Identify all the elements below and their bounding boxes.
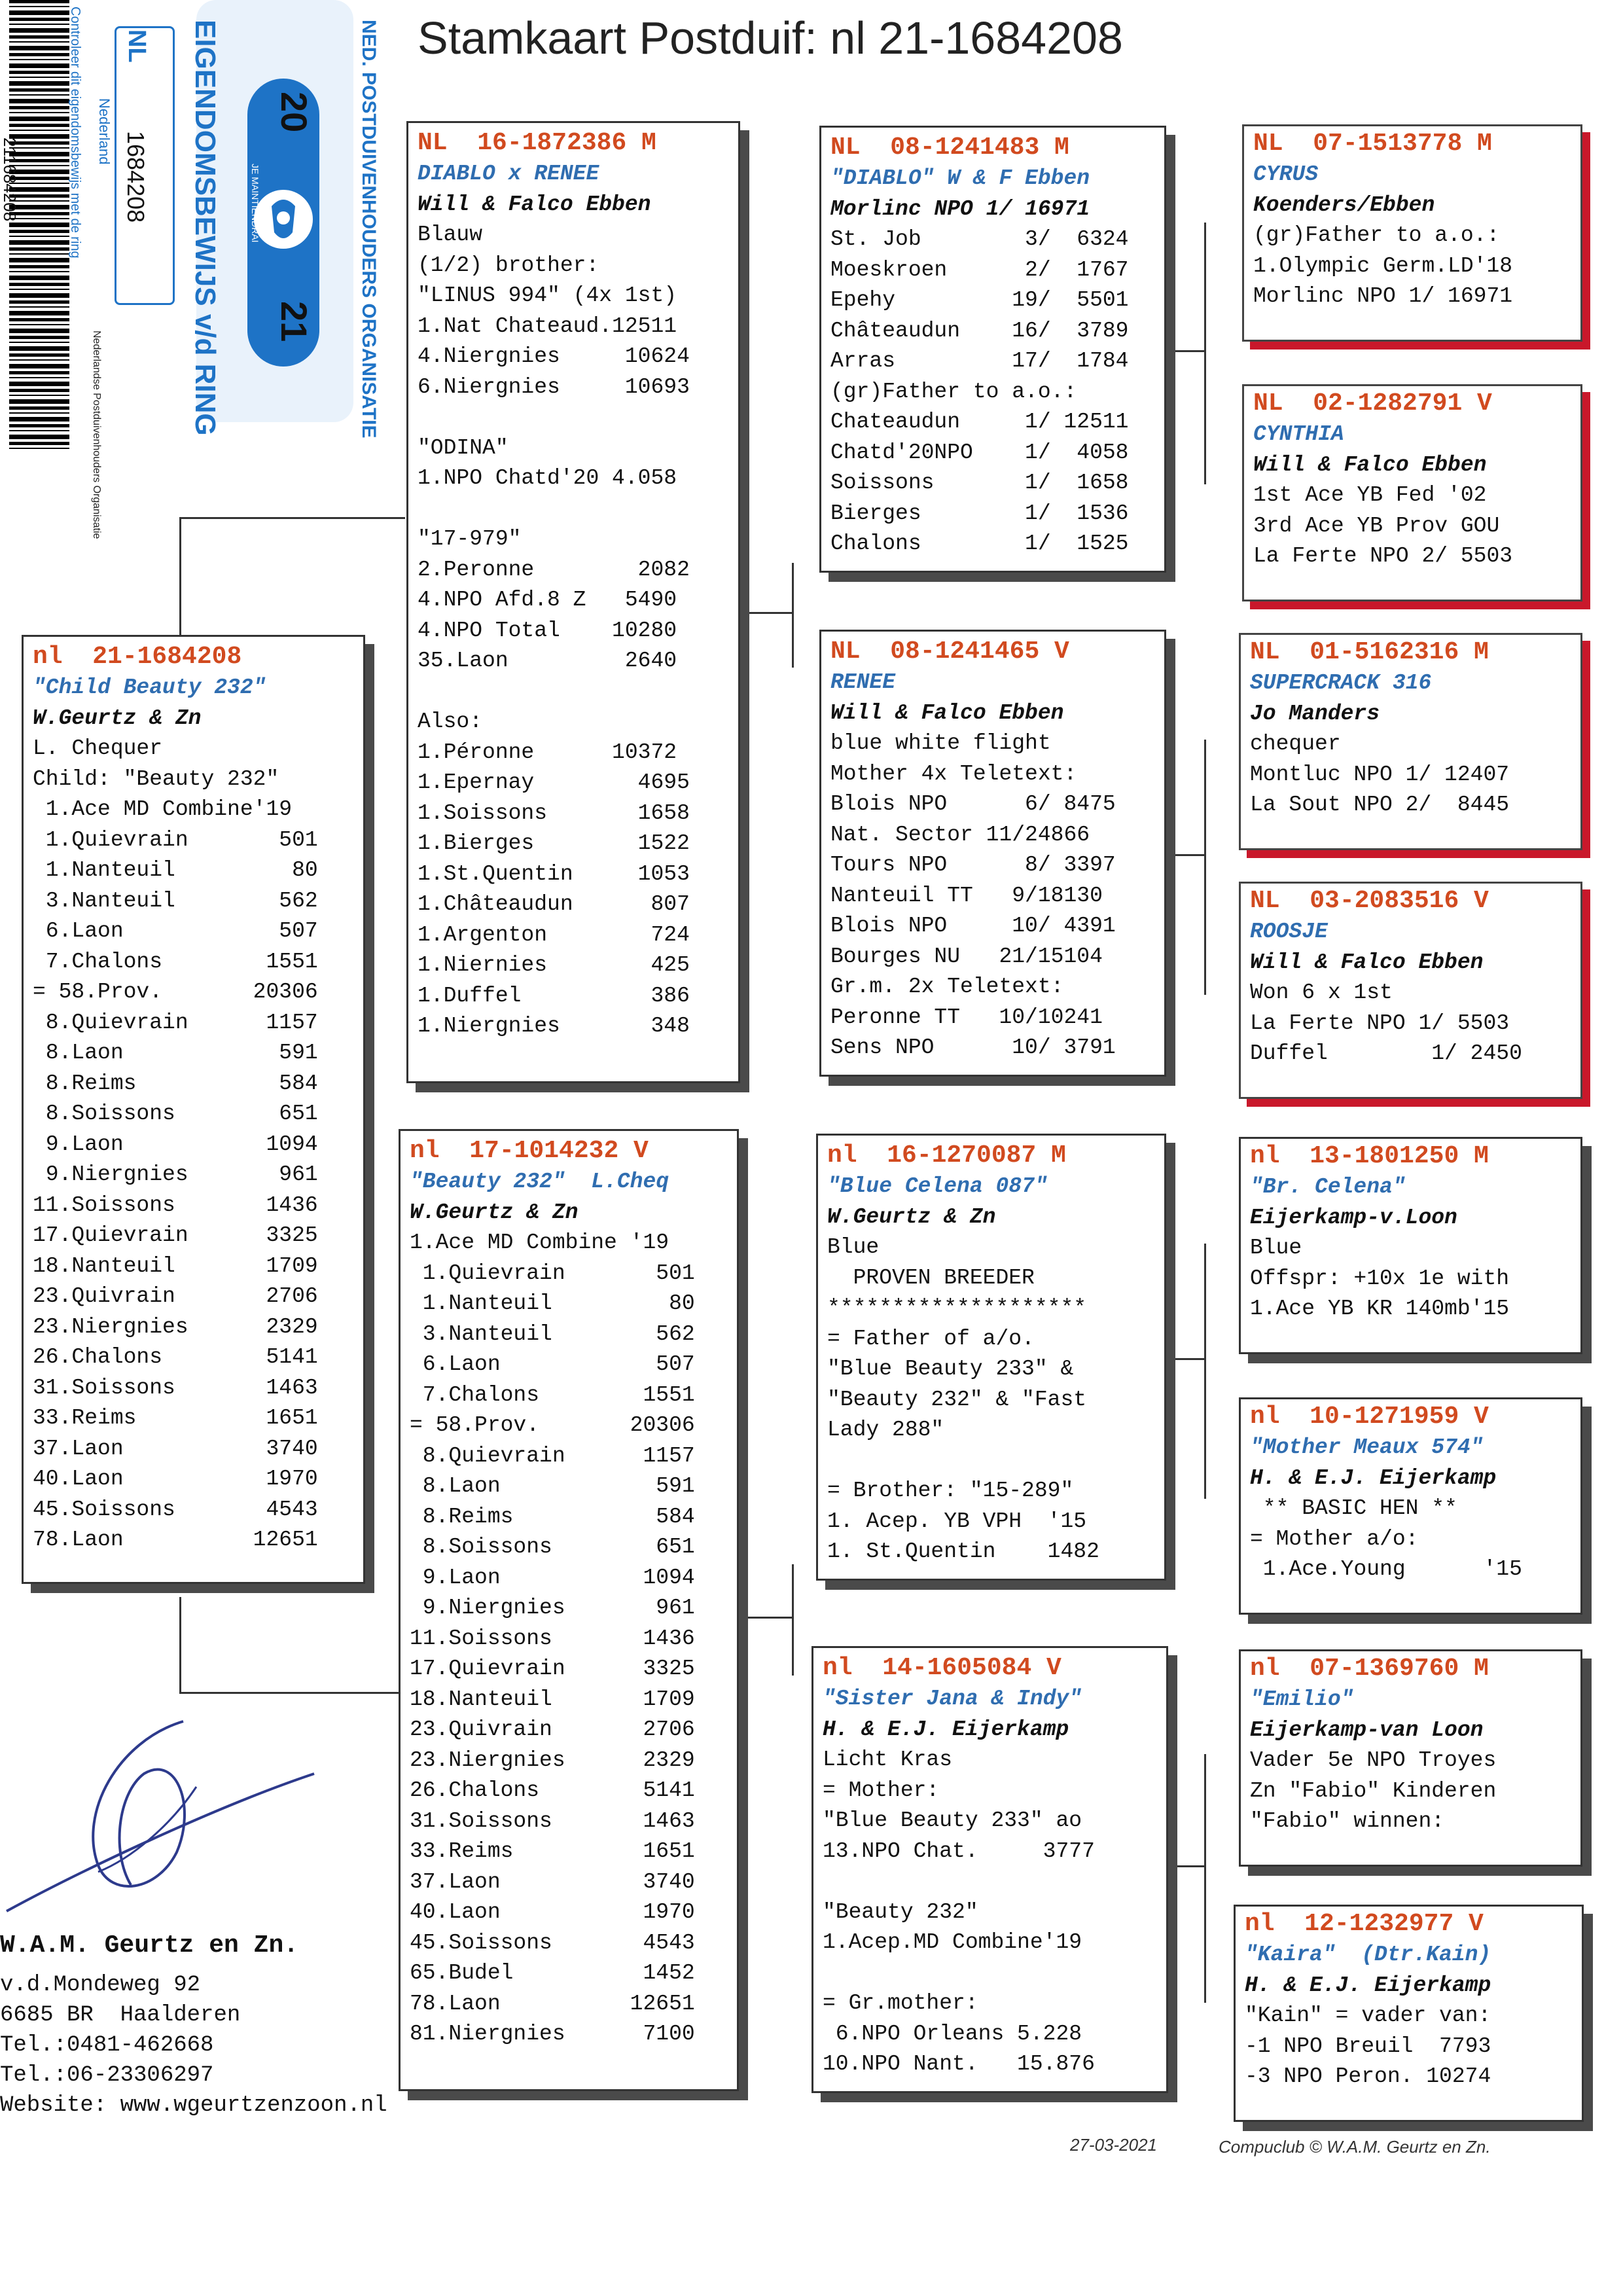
detail-line: chequer [1250, 732, 1341, 756]
pigeon-card-dss [1239, 1137, 1582, 1354]
pigeon-details [830, 224, 1155, 560]
pigeon-owner: Will & Falco Ebben [1250, 950, 1484, 975]
pigeon-card-ssd [1242, 384, 1582, 601]
breeder-phone: Tel.:0481-462668 [0, 2033, 214, 2058]
pigeon-name: "Blue Celena 087" [827, 1174, 1048, 1198]
detail-line: 33.Reims 1651 [33, 1406, 318, 1430]
connector [1204, 1754, 1206, 2003]
detail-line: Offspr: +10x 1e with [1250, 1266, 1510, 1291]
detail-line [418, 494, 729, 525]
detail-line: 1.Niergnies 348 [418, 1014, 690, 1038]
ring-number: nl 12-1232977 V [1245, 1910, 1484, 1938]
ring-number: 1684208 [122, 131, 149, 223]
connector [1171, 854, 1204, 856]
pigeon-owner: Will & Falco Ebben [830, 701, 1064, 725]
detail-line: = Father of a/o. [827, 1326, 1035, 1351]
pigeon-name: "DIABLO" W & F Ebben [830, 166, 1090, 190]
pigeon-card-dam [399, 1129, 739, 2091]
detail-line: -1 NPO Breuil 7793 [1245, 2034, 1491, 2058]
pigeon-card-dsd [1239, 1397, 1582, 1615]
detail-line: Blue [827, 1235, 880, 1259]
pigeon-details [827, 1232, 1155, 1568]
pigeon-details [1253, 221, 1571, 312]
detail-line: 7.Chalons 1551 [33, 949, 318, 974]
detail-line: 1.Niernies 425 [418, 953, 690, 977]
detail-line: 6.Niergnies 10693 [418, 374, 690, 399]
detail-line [418, 403, 729, 433]
detail-line: Tours NPO 8/ 3397 [830, 853, 1116, 877]
pigeon-details [1250, 729, 1571, 821]
detail-line [823, 1867, 1157, 1897]
detail-line: 1.Péronne 10372 [418, 740, 677, 764]
detail-line: 81.Niergnies 7100 [410, 2022, 695, 2046]
detail-line: 1.Soissons 1658 [418, 800, 690, 825]
ring-card-heading: EIGENDOMSBEWIJS v/d RING [189, 20, 221, 436]
detail-line: 1.Nat Chateaud.12511 [418, 314, 677, 338]
pigeon-name: CYNTHIA [1253, 422, 1344, 446]
detail-line: 7.Chalons 1551 [410, 1382, 695, 1407]
detail-line: "Kain" = vader van: [1245, 2003, 1491, 2028]
detail-line: Vader 5e NPO Troyes [1250, 1748, 1497, 1772]
connector [179, 517, 405, 519]
ring-number: nl 14-1605084 V [823, 1654, 1061, 1682]
detail-line: 31.Soissons 1463 [410, 1808, 695, 1833]
ring-seal-text: JE MAINTIENDRAI [250, 164, 260, 243]
detail-line: Licht Kras [823, 1748, 953, 1772]
pigeon-name: "Sister Jana & Indy" [823, 1687, 1082, 1711]
pigeon-card-sire-sire [819, 126, 1166, 573]
detail-line: 8.Reims 584 [410, 1504, 695, 1529]
connector [1204, 740, 1206, 995]
pigeon-owner: Jo Manders [1250, 702, 1380, 726]
pigeon-name: ROOSJE [1250, 920, 1328, 944]
breeder-website: Website: www.wgeurtzenzoon.nl [0, 2093, 387, 2118]
detail-line: Zn "Fabio" Kinderen [1250, 1778, 1497, 1803]
detail-line: Child: "Beauty 232" [33, 766, 279, 791]
detail-line: Duffel 1/ 2450 [1250, 1041, 1522, 1066]
pigeon-card-dds [1239, 1649, 1582, 1867]
detail-line: Blauw [418, 223, 483, 247]
detail-line: Bierges 1/ 1536 [830, 501, 1129, 526]
connector [1171, 1358, 1204, 1360]
detail-line: 13.NPO Chat. 3777 [823, 1839, 1095, 1863]
detail-line: Blois NPO 10/ 4391 [830, 914, 1116, 938]
detail-line: 1.Ace YB KR 140mb'15 [1250, 1297, 1510, 1321]
detail-line: 40.Laon 1970 [410, 1900, 695, 1924]
detail-line: 4.NPO Total 10280 [418, 618, 677, 643]
pigeon-name: "Mother Meaux 574" [1250, 1435, 1484, 1460]
detail-line: 1. St.Quentin 1482 [827, 1539, 1099, 1564]
detail-line: 3rd Ace YB Prov GOU [1253, 513, 1500, 538]
ring-number: nl 16-1270087 M [827, 1141, 1066, 1170]
detail-line: 9.Laon 1094 [410, 1565, 695, 1590]
ring-number: nl 13-1801250 M [1250, 1142, 1489, 1170]
pigeon-owner: W.Geurtz & Zn [410, 1200, 579, 1225]
pigeon-name: SUPERCRACK 316 [1250, 671, 1432, 695]
pigeon-owner: Eijerkamp-van Loon [1250, 1718, 1484, 1742]
connector [1171, 350, 1204, 352]
connector [179, 1597, 181, 1692]
detail-line: = Mother a/o: [1250, 1526, 1419, 1551]
detail-line: 6.Laon 507 [410, 1352, 695, 1376]
detail-line: 33.Reims 1651 [410, 1839, 695, 1863]
barcode [9, 0, 69, 452]
pigeon-card-subject [22, 635, 365, 1584]
ring-number: nl 10-1271959 V [1250, 1403, 1489, 1431]
detail-line: "ODINA" [418, 435, 508, 460]
connector [1171, 1865, 1204, 1867]
pigeon-details [1250, 1494, 1571, 1585]
ring-org-name: NED. POSTDUIVENHOUDERS ORGANISATIE [358, 20, 380, 439]
detail-line: ** BASIC HEN ** [1250, 1496, 1457, 1520]
ring-certificate [0, 0, 383, 539]
detail-line: Gr.m. 2x Teletext: [830, 975, 1064, 999]
detail-line: 1.Ace.Young '15 [1250, 1557, 1522, 1581]
detail-line: 40.Laon 1970 [33, 1467, 318, 1491]
detail-line: "17-979" [418, 527, 522, 551]
detail-line: Châteaudun 16/ 3789 [830, 318, 1129, 343]
ring-number: NL 01-5162316 M [1250, 638, 1489, 666]
pigeon-name: DIABLO x RENEE [418, 162, 599, 186]
detail-line: 1.Quievrain 501 [33, 827, 318, 852]
pigeon-owner: Eijerkamp-v.Loon [1250, 1206, 1457, 1230]
detail-line: 1.Quievrain 501 [410, 1261, 695, 1285]
detail-line: 4.NPO Afd.8 Z 5490 [418, 588, 677, 612]
detail-line: Sens NPO 10/ 3791 [830, 1035, 1116, 1060]
ring-number: NL 08-1241465 V [830, 637, 1069, 666]
breeder-mobile: Tel.:06-23306297 [0, 2063, 214, 2088]
detail-line: 1.St.Quentin 1053 [418, 861, 690, 886]
detail-line: 65.Budel 1452 [410, 1961, 695, 1985]
detail-line: 8.Soissons 651 [410, 1535, 695, 1559]
connector [1204, 1244, 1206, 1499]
detail-line: = 58.Prov. 20306 [33, 980, 318, 1004]
detail-line: 1.Argenton 724 [418, 922, 690, 947]
detail-line: 8.Quievrain 1157 [410, 1443, 695, 1468]
detail-line: 6.NPO Orleans 5.228 [823, 2021, 1082, 2046]
pigeon-details [1250, 1233, 1571, 1325]
pigeon-name: "Kaira" (Dtr.Kain) [1245, 1943, 1491, 1967]
detail-line: 1st Ace YB Fed '02 [1253, 483, 1487, 507]
detail-line: 1.NPO Chatd'20 4.058 [418, 466, 677, 490]
detail-line: 8.Soissons 651 [33, 1102, 318, 1126]
detail-line: Peronne TT 10/10241 [830, 1005, 1103, 1030]
ring-year-left: 20 [274, 92, 315, 133]
detail-line: (1/2) brother: [418, 253, 599, 278]
detail-line: 18.Nanteuil 1709 [410, 1687, 695, 1712]
pigeon-details [1250, 1746, 1571, 1837]
detail-line: La Sout NPO 2/ 8445 [1250, 793, 1510, 817]
detail-line: 3.Nanteuil 562 [410, 1321, 695, 1346]
pigeon-card-ddd [1234, 1905, 1584, 2122]
lion-seal-icon [252, 167, 315, 272]
detail-line: 10.NPO Nant. 15.876 [823, 2052, 1095, 2076]
detail-line: L. Chequer [33, 736, 163, 761]
detail-line: 23.Niergnies 2329 [33, 1314, 318, 1339]
detail-line: -3 NPO Peron. 10274 [1245, 2064, 1491, 2089]
detail-line: 26.Chalons 5141 [410, 1778, 695, 1803]
ring-number: nl 17-1014232 V [410, 1137, 649, 1165]
detail-line: Soissons 1/ 1658 [830, 471, 1129, 495]
detail-line: Chateaudun 1/ 12511 [830, 410, 1129, 434]
detail-line: 31.Soissons 1463 [33, 1375, 318, 1400]
pigeon-owner: H. & E.J. Eijerkamp [1245, 1973, 1491, 1998]
connector [1204, 223, 1206, 484]
pigeon-details [1253, 480, 1571, 572]
detail-line: 1.Nanteuil 80 [33, 858, 318, 882]
barcode-number: 211684208 [0, 137, 20, 222]
detail-line: Chatd'20NPO 1/ 4058 [830, 440, 1129, 465]
detail-line: 2.Peronne 2082 [418, 557, 690, 582]
pigeon-card-dam-sire [816, 1134, 1166, 1581]
breeder-name: W.A.M. Geurtz en Zn. [0, 1931, 299, 1960]
detail-line: 1.Duffel 386 [418, 983, 690, 1008]
detail-line: 78.Laon 12651 [33, 1528, 318, 1552]
detail-line: Nanteuil TT 9/18130 [830, 883, 1103, 908]
breeder-address: v.d.Mondeweg 92 [0, 1973, 201, 1998]
detail-line: 26.Chalons 5141 [33, 1345, 318, 1369]
pigeon-card-dam-dam [812, 1646, 1168, 2093]
detail-line: 45.Soissons 4543 [410, 1930, 695, 1955]
pigeon-name: RENEE [830, 670, 896, 694]
detail-line [827, 1446, 1155, 1477]
ring-number: NL 02-1282791 V [1253, 389, 1492, 418]
connector [179, 517, 181, 635]
ring-org-short: Nederlandse Postduivenhouders Organisatie [91, 331, 102, 539]
detail-line: 45.Soissons 4543 [33, 1497, 318, 1522]
detail-line: 1.Olympic Germ.LD'18 [1253, 253, 1513, 278]
detail-line: 8.Laon 591 [33, 1041, 318, 1065]
pigeon-card-sds [1239, 633, 1582, 850]
connector [179, 1692, 405, 1694]
detail-line: 17.Quievrain 3325 [33, 1223, 318, 1247]
detail-line: Also: [418, 709, 483, 734]
detail-line: "Blue Beauty 233" ao [823, 1808, 1082, 1833]
pigeon-details [418, 220, 729, 1042]
detail-line: (gr)Father to a.o.: [830, 379, 1077, 404]
detail-line: = 58.Prov. 20306 [410, 1413, 695, 1437]
detail-line: Nat. Sector 11/24866 [830, 822, 1090, 847]
detail-line: (gr)Father to a.o.: [1253, 223, 1500, 247]
detail-line: 1.Bierges 1522 [418, 831, 690, 855]
pigeon-owner: Will & Falco Ebben [1253, 453, 1487, 477]
detail-line: 11.Soissons 1436 [410, 1626, 695, 1651]
credit-line: Compuclub © W.A.M. Geurtz en Zn. [1219, 2137, 1491, 2157]
ring-number: NL 03-2083516 V [1250, 887, 1489, 915]
detail-line: 9.Niergnies 961 [33, 1162, 318, 1187]
ring-number: nl 07-1369760 M [1250, 1655, 1489, 1683]
ring-number: NL 16-1872386 M [418, 129, 656, 157]
pigeon-name: CYRUS [1253, 162, 1319, 187]
connector [740, 612, 792, 614]
pigeon-name: "Child Beauty 232" [33, 675, 266, 700]
detail-line: La Ferte NPO 1/ 5503 [1250, 1011, 1510, 1035]
detail-line: 1.Nanteuil 80 [410, 1291, 695, 1316]
detail-line: 1.Châteaudun 807 [418, 892, 690, 916]
detail-line: 8.Quievrain 1157 [33, 1010, 318, 1035]
pigeon-owner: Will & Falco Ebben [418, 192, 651, 217]
ring-country-label: Nederland [96, 98, 113, 165]
detail-line: 6.Laon 507 [33, 919, 318, 943]
detail-line: 8.Laon 591 [410, 1474, 695, 1498]
pigeon-name: "Emilio" [1250, 1687, 1354, 1712]
detail-line: Montluc NPO 1/ 12407 [1250, 762, 1510, 787]
detail-line: La Ferte NPO 2/ 5503 [1253, 544, 1513, 568]
detail-line [418, 677, 729, 708]
pigeon-details [1245, 2001, 1573, 2092]
ring-number: NL 08-1241483 M [830, 134, 1069, 162]
pigeon-owner: W.Geurtz & Zn [33, 706, 202, 730]
detail-line: 23.Quivrain 2706 [33, 1284, 318, 1308]
detail-line: 37.Laon 3740 [410, 1869, 695, 1894]
detail-line: Won 6 x 1st [1250, 980, 1393, 1005]
detail-line: "Beauty 232" & "Fast [827, 1387, 1087, 1412]
ring-number: NL 07-1513778 M [1253, 130, 1492, 158]
detail-line: 1.Ace MD Combine'19 [33, 797, 293, 821]
detail-line: "LINUS 994" (4x 1st) [418, 283, 677, 308]
pigeon-details [823, 1745, 1157, 2080]
pigeon-details [33, 734, 354, 1556]
detail-line: 1.Epernay 4695 [418, 770, 690, 795]
detail-line: = Gr.mother: [823, 1991, 978, 2015]
connector [740, 1617, 792, 1619]
detail-line: Arras 17/ 1784 [830, 349, 1129, 373]
detail-line: Morlinc NPO 1/ 16971 [1253, 284, 1513, 308]
pigeon-owner: H. & E.J. Eijerkamp [1250, 1466, 1497, 1490]
detail-line: St. Job 3/ 6324 [830, 227, 1129, 251]
detail-line: 23.Quivrain 2706 [410, 1717, 695, 1742]
detail-line: blue white flight [830, 731, 1051, 755]
detail-line: 1. Acep. YB VPH '15 [827, 1509, 1087, 1534]
detail-line: ******************** [827, 1296, 1087, 1320]
pigeon-details [1250, 978, 1571, 1069]
detail-line: Moeskroen 2/ 1767 [830, 257, 1129, 282]
detail-line: PROVEN BREEDER [827, 1265, 1035, 1290]
detail-line: Blois NPO 6/ 8475 [830, 792, 1116, 816]
ring-control-text: Controleer dit eigendomsbewijs met de ring [68, 7, 82, 259]
pigeon-card-sss [1242, 124, 1582, 342]
detail-line: 1.Acep.MD Combine'19 [823, 1930, 1082, 1954]
detail-line: 78.Laon 12651 [410, 1991, 695, 2016]
detail-line: 4.Niergnies 10624 [418, 344, 690, 368]
connector [792, 1564, 794, 1676]
detail-line: "Blue Beauty 233" & [827, 1357, 1074, 1381]
detail-line: Bourges NU 21/15104 [830, 944, 1103, 969]
detail-line: 11.Soissons 1436 [33, 1193, 318, 1217]
pigeon-name: "Beauty 232" L.Cheq [410, 1170, 669, 1194]
detail-line: 9.Laon 1094 [33, 1132, 318, 1157]
detail-line: 37.Laon 3740 [33, 1436, 318, 1461]
print-date: 27-03-2021 [1070, 2135, 1157, 2155]
detail-line: 35.Laon 2640 [418, 649, 677, 673]
detail-line: = Brother: "15-289" [827, 1479, 1074, 1503]
breeder-city: 6685 BR Haalderen [0, 2003, 241, 2028]
pigeon-owner: Koenders/Ebben [1253, 193, 1435, 217]
detail-line: Epehy 19/ 5501 [830, 288, 1129, 312]
detail-line: 23.Niergnies 2329 [410, 1748, 695, 1772]
pigeon-card-sire-dam [819, 630, 1166, 1077]
pigeon-owner: Morlinc NPO 1/ 16971 [830, 197, 1090, 221]
pigeon-details [830, 728, 1155, 1064]
pigeon-details [410, 1228, 728, 2050]
detail-line: 17.Quievrain 3325 [410, 1657, 695, 1681]
detail-line: 1.Ace MD Combine '19 [410, 1230, 669, 1255]
connector [792, 563, 794, 668]
pigeon-card-sdd [1239, 882, 1582, 1099]
detail-line: Lady 288" [827, 1418, 944, 1442]
ring-year-right: 21 [274, 301, 315, 342]
ring-number: nl 21-1684208 [33, 643, 242, 671]
pigeon-owner: H. & E.J. Eijerkamp [823, 1717, 1069, 1742]
pigeon-name: "Br. Celena" [1250, 1175, 1406, 1199]
detail-line: Chalons 1/ 1525 [830, 531, 1129, 556]
pigeon-card-sire [406, 121, 740, 1083]
detail-line: 3.Nanteuil 562 [33, 888, 318, 913]
page-title: Stamkaart Postduif: nl 21-1684208 [418, 12, 1123, 63]
ring-country: NL [123, 29, 151, 63]
signature [0, 1695, 340, 1931]
detail-line: = Mother: [823, 1778, 940, 1803]
detail-line: Blue [1250, 1236, 1302, 1260]
detail-line [823, 1958, 1157, 1989]
detail-line: 18.Nanteuil 1709 [33, 1253, 318, 1278]
pigeon-owner: W.Geurtz & Zn [827, 1205, 996, 1229]
detail-line: Mother 4x Teletext: [830, 761, 1077, 786]
detail-line: 8.Reims 584 [33, 1071, 318, 1096]
detail-line: "Fabio" winnen: [1250, 1809, 1445, 1833]
detail-line: 9.Niergnies 961 [410, 1596, 695, 1620]
detail-line: "Beauty 232" [823, 1899, 978, 1924]
